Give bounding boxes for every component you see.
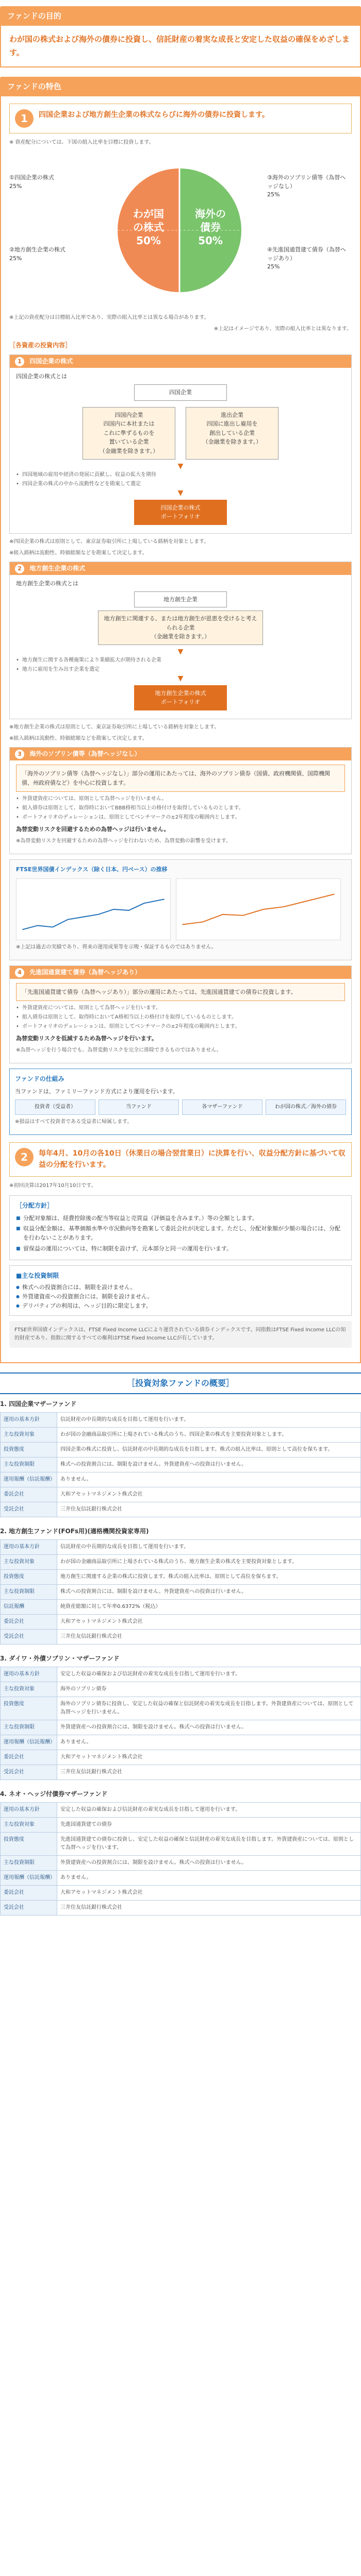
section-3-hedge-note: ※為替変動リスクを回避するための為替ヘッジを行わないため、為替変動の影響を受けます。	[16, 838, 231, 844]
table-row	[1, 1871, 361, 1886]
spec-value: 大和アセットマネジメント株式会社	[57, 1886, 361, 1901]
section-4-frame: 「先進国通貨建て債券（為替ヘッジあり）」部分の運用にあたっては、先進国通貨建ての債券に投資します。	[16, 983, 345, 1002]
section-shikoku-stocks	[9, 354, 352, 534]
feature-1-note: ※ 資産配分については、下図の組入比率を目標に投資します。	[9, 140, 154, 145]
spec-key: 投資態度	[1, 1442, 57, 1457]
limits-title: ■主な投資制限	[16, 1272, 59, 1280]
spec-value: 安定した収益の確保および信託財産の着実な成長を目指して運用を行います。	[57, 1803, 361, 1818]
limits-list	[16, 1283, 345, 1310]
section-1-note: ※四国企業の株式は原則として、東京証券取引所に上場している銘柄を対象とします。	[9, 538, 209, 545]
table-row	[1, 1540, 361, 1555]
spec-key: 主な投資制限	[1, 1457, 57, 1472]
index-line-right	[183, 894, 335, 924]
scheme-note: ※損益はすべて投資者である受益者に帰属します。	[15, 1118, 133, 1125]
spec-key: 運用の基本方針	[1, 1412, 57, 1427]
section-1-head	[10, 355, 351, 368]
fund-name: 3. ダイワ・外債ソブリン・マザーファンド	[0, 1655, 120, 1663]
spec-key: 委託会社	[1, 1615, 57, 1630]
table-row	[1, 1427, 361, 1442]
table-row	[1, 1600, 361, 1615]
spec-key: 主な投資制限	[1, 1585, 57, 1600]
spec-value: 先進国通貨建ての債券	[57, 1818, 361, 1833]
table-row	[1, 1720, 361, 1735]
regional-portfolio-box: 地方創生企業の株式 ポートフォリオ	[134, 685, 227, 710]
arrow-down-icon: ▼	[177, 488, 184, 497]
spec-key: 運用の基本方針	[1, 1540, 57, 1555]
spec-key: 運用報酬（信託報酬）	[1, 1472, 57, 1487]
list-item: ■ 留保益の運用については、特に制限を設けず、元本部分と同一の運用を行います。	[16, 1244, 345, 1253]
spec-value: わが国の金融商品取引所に上場されている株式のうち、地方創生企業の株式を主要投資対象とします。	[57, 1555, 361, 1570]
pie-note-2: ※上記はイメージであり、実際の組入比率とは異なります。	[214, 326, 352, 332]
scheme-cell: 投資者（受益者）	[15, 1099, 95, 1115]
scheme-title: ファンドの仕組み	[15, 1075, 64, 1082]
spec-value: 株式への投資割合には、制限を設けません。外貨建資産への投資は行いません。	[57, 1585, 361, 1600]
list-item: • 組入債券は原則として、取得時においてBBB格相当以上の格付けを取得しているものとします。	[16, 804, 345, 812]
segment-1	[9, 174, 92, 191]
spec-key: 運用報酬（信託報酬）	[1, 1871, 57, 1886]
fund-scheme	[9, 1069, 352, 1135]
table-row	[1, 1472, 361, 1487]
shikoku-portfolio-box: 四国企業の株式 ポートフォリオ	[134, 500, 227, 525]
index-panel-title: FTSE世界国債インデックス（除く日本、円ベース）の推移	[16, 866, 168, 873]
scheme-cell: 各マザーファンド	[182, 1099, 262, 1115]
list-item: • 外貨建資産については、原則として為替ヘッジを行います。	[16, 1004, 345, 1012]
spec-key: 投資態度	[1, 1833, 57, 1856]
spec-key: 運用の基本方針	[1, 1667, 57, 1682]
spec-value: 株式への投資割合には、制限を設けません。外貨建資産への投資は行いません。	[57, 1457, 361, 1472]
segment-4-label: ④先進国通貨建て債券（為替ヘッジあり）	[267, 246, 346, 262]
section-hedged-bonds	[9, 965, 352, 1063]
table-row	[1, 1833, 361, 1856]
section-sovereign-bonds	[9, 747, 352, 854]
table-row	[1, 1442, 361, 1457]
section-1-lead: 四国企業の株式とは	[16, 373, 67, 380]
feature-2-number: 2	[15, 1148, 34, 1166]
spec-key: 委託会社	[1, 1886, 57, 1901]
fund-block	[0, 1789, 361, 1916]
fund-spec-table	[0, 1802, 361, 1916]
features-box	[0, 96, 361, 1363]
list-item: ■ 分配対象額は、経費控除後の配当等収益と売買益（評価益を含みます。）等の全額とします。	[16, 1214, 345, 1223]
table-row	[1, 1765, 361, 1780]
purpose-text: わが国の株式および海外の債券に投資し、信託財産の着実な成長と安定した収益の確保をめざします。	[0, 26, 361, 67]
list-item: • 組入債券は原則として、取得時においてA格相当以上の格付けを取得しているものとします。	[16, 1013, 345, 1022]
spec-key: 主な投資対象	[1, 1555, 57, 1570]
fund-spec-table	[0, 1667, 361, 1780]
list-item: • 外貨建資産については、原則として為替ヘッジを行いません。	[16, 795, 345, 803]
investment-limits	[9, 1265, 352, 1316]
spec-key: 運用報酬（信託報酬）	[1, 1735, 57, 1750]
fund-name: 4. ネオ・ヘッジ付債券マザーファンド	[0, 1790, 108, 1798]
feature-2	[9, 1142, 352, 1177]
fund-name: 2. 地方創生ファンド(FOFs用)(適格機関投資家専用)	[0, 1527, 149, 1535]
pie-chart	[97, 163, 262, 297]
index-panel-note: ※上記は過去の実績であり、将来の運用成果等を示唆・保証するものではありません。	[16, 944, 217, 950]
table-row	[1, 1570, 361, 1585]
spec-value: 信託財産の中長期的な成長を目指して運用を行います。	[57, 1540, 361, 1555]
spec-value: 純資産総額に対して年率0.6372%（税込）	[57, 1600, 361, 1615]
allocation-pie	[9, 153, 352, 308]
spec-key: 委託会社	[1, 1750, 57, 1765]
spec-value: ありません。	[57, 1871, 361, 1886]
spec-value: 信託財産の中長期的な成長を目指して運用を行います。	[57, 1412, 361, 1427]
section-4-title: 先進国通貨建て債券（為替ヘッジあり）	[29, 968, 141, 976]
list-item: • ポートフォリオのデュレーションは、原則としてベンチマークの±2年程度の範囲内とします。	[16, 1023, 345, 1031]
section-1-number: 1	[15, 357, 24, 366]
spec-value: 海外のソブリン債券に投資し、安定した収益の確保と信託財産の着実な成長を目指します。外貨建資産については、原則として為替ヘッジを行いません。	[57, 1697, 361, 1720]
arrow-down-icon: ▼	[177, 674, 184, 683]
table-row	[1, 1818, 361, 1833]
scheme-lead: 当ファンドは、ファミリーファンド方式により運用を行います。	[15, 1088, 178, 1095]
feature-1	[9, 104, 352, 133]
spec-value: 三井住友信託銀行株式会社	[57, 1765, 361, 1780]
spec-value: 大和アセットマネジメント株式会社	[57, 1615, 361, 1630]
section-3-frame: 「海外のソブリン債等（為替ヘッジなし）」部分の運用にあたっては、海外のソブリン債券（国債、政府機関債、国際機関債、州政府債など）を中心に投資します。	[16, 765, 345, 792]
spec-key: 受託会社	[1, 1765, 57, 1780]
section-1-bullets	[16, 471, 345, 488]
table-row	[1, 1555, 361, 1570]
spec-key: 投資態度	[1, 1697, 57, 1720]
list-item: • 地方創生に関する各種施策により業績拡大が期待される企業	[16, 656, 345, 665]
section-4-hedge-note: ※為替ヘッジを行う場合でも、為替変動リスクを完全に排除できるものではありません。	[16, 1047, 222, 1053]
segment-3-pct: 25%	[267, 191, 280, 198]
section-3-head	[10, 748, 351, 760]
table-row	[1, 1457, 361, 1472]
feature-2-note: ※初回決算は2017年10月10日です。	[9, 1182, 96, 1189]
section-2-lead: 地方創生企業の株式とは	[16, 580, 78, 587]
section-2-note: ※地方創生企業の株式は原則として、東京証券取引所に上場している銘柄を対象とします。	[9, 724, 220, 731]
section-2-note: ※組入銘柄は流動性、時価総額などを勘案して決定します。	[9, 736, 147, 742]
spec-key: 受託会社	[1, 1502, 57, 1517]
section-3-number: 3	[15, 750, 24, 759]
regional-company-box: 地方創生企業	[134, 591, 227, 608]
spec-key: 投資態度	[1, 1570, 57, 1585]
segment-4-pct: 25%	[267, 263, 280, 270]
spec-key: 運用の基本方針	[1, 1803, 57, 1818]
spec-value: 三井住友信託銀行株式会社	[57, 1502, 361, 1517]
fund-name: 1. 四国企業マザーファンド	[0, 1400, 77, 1408]
index-chart-right	[176, 878, 341, 940]
fund-block	[0, 1399, 361, 1517]
list-item: • 地方に雇用を生み出す企業を選定	[16, 666, 345, 674]
spec-value: 三井住友信託銀行株式会社	[57, 1901, 361, 1916]
segment-1-pct: 25%	[9, 182, 22, 190]
spec-value: ありません。	[57, 1472, 361, 1487]
table-row	[1, 1803, 361, 1818]
section-4-number: 4	[15, 968, 24, 977]
list-item: ● 外貨建資産への投資割合には、制限を設けません。	[16, 1292, 345, 1301]
spec-value: 先進国通貨建ての債券に投資し、安定した収益の確保と信託財産の着実な成長を目指します。外貨建資産については、原則として為替ヘッジを行います。	[57, 1833, 361, 1856]
segment-3-label: ③海外のソブリン債等（為替ヘッジなし）	[267, 174, 346, 190]
section-3-bullets	[16, 795, 345, 822]
fund-block	[0, 1654, 361, 1780]
spec-key: 主な投資制限	[1, 1856, 57, 1871]
spec-value: 海外のソブリン債券	[57, 1682, 361, 1697]
spec-key: 主な投資対象	[1, 1427, 57, 1442]
spec-key: 受託会社	[1, 1901, 57, 1916]
scheme-cell: わが国の株式／海外の債券	[266, 1099, 346, 1115]
distribution-policy	[9, 1195, 352, 1261]
index-panel	[9, 859, 352, 960]
section-3-title: 海外のソブリン債等（為替ヘッジなし）	[29, 750, 141, 758]
fund-spec-table	[0, 1539, 361, 1645]
spec-key: 受託会社	[1, 1630, 57, 1645]
table-row	[1, 1856, 361, 1871]
regional-desc-box: 地方創生に関連する、または地方創生が恩恵を受けると考えられる企業 （金融業を除きます。）	[98, 611, 263, 645]
list-item: • 四国企業の株式の中から流動性などを勘案して選定	[16, 480, 345, 488]
segment-2-label: ②地方創生企業の株式	[9, 246, 65, 253]
list-item: • 四国地域の雇用や経済の発展に貢献し、収益の拡大を期待	[16, 471, 345, 479]
spec-key: 委託会社	[1, 1487, 57, 1502]
spec-key: 主な投資対象	[1, 1682, 57, 1697]
spec-value: 四国企業の株式に投資し、信託財産の中長期的な成長を目指します。株式の組入比率は、原則として高位を保ちます。	[57, 1442, 361, 1457]
section-2-title: 地方創生企業の株式	[29, 564, 86, 572]
section-4-hedge-label: 為替変動リスクを低減するため為替ヘッジを行います。	[16, 1035, 157, 1042]
table-row	[1, 1487, 361, 1502]
table-row	[1, 1750, 361, 1765]
scheme-grid	[15, 1099, 346, 1115]
feature-2-title: 毎年4月、10月の各10日（休業日の場合翌営業日）に決算を行い、収益分配方針に基づいて収益の分配を行います。	[39, 1149, 346, 1170]
section-2-bullets	[16, 656, 345, 674]
fund-spec-table	[0, 1412, 361, 1517]
segment-3	[267, 174, 350, 199]
section-regional-stocks	[9, 562, 352, 719]
table-row	[1, 1667, 361, 1682]
spec-value: 地方創生に関連する企業の株式に投資します。株式の組入比率は、原則として高位を保ちます。	[57, 1570, 361, 1585]
section-3-hedge-label: 為替変動リスクを回避するための為替ヘッジは行いません。	[16, 826, 170, 833]
shikoku-local-box: 四国内企業 四国内に本社または これに準ずるものを 置いている企業 （金融業を除きます。）	[83, 407, 175, 460]
segment-2	[9, 246, 92, 263]
scheme-cell: 当ファンド	[99, 1099, 179, 1115]
section-1-title: 四国企業の株式	[29, 358, 73, 365]
arrow-down-icon: ▼	[177, 647, 184, 656]
section-4-head	[10, 966, 351, 979]
table-row	[1, 1697, 361, 1720]
features-heading: ファンドの特色	[0, 77, 361, 96]
fund-blocks	[0, 1399, 361, 1916]
segment-1-label: ①四国企業の株式	[9, 174, 54, 181]
index-line-left	[22, 899, 164, 929]
investment-details-subtitle: ［各資産の投資内容］	[9, 342, 72, 349]
index-mini-charts	[16, 878, 345, 940]
spec-value: 三井住友信託銀行株式会社	[57, 1630, 361, 1645]
table-row	[1, 1901, 361, 1916]
distribution-head: ［分配方針］	[16, 1201, 54, 1209]
spec-value: 大和アセットマネジメント株式会社	[57, 1487, 361, 1502]
distribution-list	[16, 1214, 345, 1253]
spec-value: 外貨建資産への投資割合には、制限を設けません。株式への投資は行いません。	[57, 1720, 361, 1735]
spec-value: わが国の金融商品取引所に上場されている株式のうち、四国企業の株式を主要投資対象とします。	[57, 1427, 361, 1442]
list-item: ■ 収益分配金額は、基準価額水準や市況動向等を勘案して委託会社が決定します。ただし、分配対象額が少額の場合には、分配を行わないことがあります。	[16, 1224, 345, 1242]
table-row	[1, 1630, 361, 1645]
spec-value: 外貨建資産への投資割合には、制限を設けません。株式への投資は行いません。	[57, 1856, 361, 1871]
arrow-down-icon: ▼	[177, 462, 184, 470]
segment-2-pct: 25%	[9, 255, 22, 262]
table-row	[1, 1735, 361, 1750]
table-row	[1, 1412, 361, 1427]
spec-key: 主な投資制限	[1, 1720, 57, 1735]
shikoku-entrant-box: 進出企業 四国に進出し雇用を 創出している企業 （金融業を除きます。）	[186, 407, 278, 460]
fund-block	[0, 1527, 361, 1645]
spec-key: 主な投資対象	[1, 1818, 57, 1833]
index-disclaimer: FTSE世界国債インデックスは、FTSE Fixed Income LLCにより運営されている債券インデックスです。同指数はFTSE Fixed Income LLCの知的財産であり、指数に関するすべての権利はFTSE Fixed Income LLCが有しています。	[9, 1321, 352, 1348]
index-chart-left	[16, 878, 171, 940]
spec-key: 信託報酬	[1, 1600, 57, 1615]
pie-left-label: わが国 の株式 50%	[133, 208, 164, 247]
spec-value: 大和アセットマネジメント株式会社	[57, 1750, 361, 1765]
pie-right-label: 海外の 債券 50%	[195, 208, 226, 247]
feature-1-title: 四国企業および地方創生企業の株式ならびに海外の債券に投資します。	[39, 111, 269, 119]
table-row	[1, 1682, 361, 1697]
table-row	[1, 1615, 361, 1630]
section-2-head	[10, 562, 351, 575]
list-item: ● 株式への投資割合には、制限を設けません。	[16, 1283, 345, 1292]
feature-1-number: 1	[15, 109, 34, 128]
shikoku-subboxes	[16, 404, 345, 463]
list-item: ● デリバティブの利用は、ヘッジ目的に限定します。	[16, 1301, 345, 1311]
segment-4	[267, 246, 350, 272]
pie-note-1: ※上記の資産配分は目標組入比率であり、実際の組入比率とは異なる場合があります。	[9, 315, 209, 320]
shikoku-company-box: 四国企業	[134, 384, 227, 401]
section-1-note: ※組入銘柄は流動性、時価総額などを勘案して決定します。	[9, 550, 147, 556]
table-row	[1, 1886, 361, 1901]
section-4-bullets	[16, 1004, 345, 1031]
outline-title: ［投資対象ファンドの概要］	[0, 1372, 361, 1394]
list-item: • ポートフォリオのデュレーションは、原則としてベンチマークの±2年程度の範囲内とします。	[16, 814, 345, 822]
section-2-number: 2	[15, 564, 24, 573]
purpose-heading: ファンドの目的	[0, 6, 361, 26]
table-row	[1, 1585, 361, 1600]
spec-value: ありません。	[57, 1735, 361, 1750]
table-row	[1, 1502, 361, 1517]
spec-value: 安定した収益の確保および信託財産の着実な成長を目指して運用を行います。	[57, 1667, 361, 1682]
